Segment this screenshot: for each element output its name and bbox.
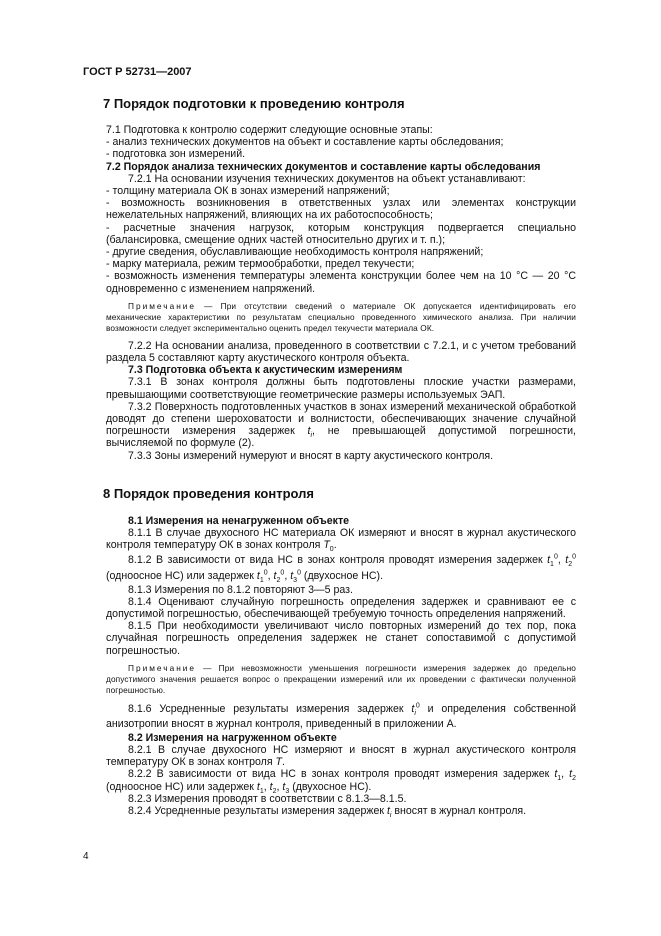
var-t: t — [569, 768, 573, 781]
para-8-2-1: 8.2.1 В случае двухосного НС измеряют и вносят в журнал акустического контроля температуру ОК в зонах контроля T. — [106, 744, 576, 769]
subscript: 2 — [572, 775, 577, 783]
list-item: - другие сведения, обуславливающие необходимость контроля напряжений; — [106, 246, 484, 259]
para-7-3-1: 7.3.1 В зонах контроля должны быть подготовлены плоские участки размерами, превышающими соответствующие геометрические размеры используемых ЭАП. — [106, 376, 576, 401]
para-7-3-3: 7.3.3 Зоны измерений нумеруют и вносят в карту акустического контроля. — [128, 449, 494, 462]
note-text: — При отсутствии сведений о материале ОК допускается идентифицировать его механические характеристики по результатам специально проведенного химического анализа. При наличии возможности следует экспериментально оценить предел текучести материала ОК. — [106, 300, 576, 333]
list-item: - возможность возникновения в ответственных узлах или элементах конструкции нежелательных напряжений, влияющих на их работоспособность; — [106, 197, 576, 222]
subscript: 1 — [259, 576, 264, 584]
text-run: (одноосное НС) или задержек — [106, 569, 257, 582]
var-t: t — [256, 569, 260, 582]
subscript: 2 — [272, 787, 277, 795]
subscript: 0 — [329, 546, 334, 554]
var-t: t — [386, 805, 390, 818]
note-label: Примечание — [128, 662, 197, 673]
text-run: 8.2.2 В зависимости от вида НС в зонах контроля проводят измерения задержек — [128, 768, 555, 781]
superscript: 0 — [297, 569, 301, 577]
para-8-2-4 — [106, 805, 576, 820]
text-run: вносят в журнал контроля. — [391, 805, 527, 818]
subscript: i — [310, 432, 313, 440]
text-run: 8.2.4 Усредненные результаты измерения задержек — [128, 805, 387, 818]
subheading-7-3: 7.3 Подготовка объекта к акустическим измерениям — [128, 364, 403, 377]
text-run: и определения собственной анизотропии вносят в журнал контроля, приведенный в приложении А. — [106, 702, 576, 730]
list-item: - возможность изменения температуры элемента конструкции более чем на 10 °С — 20 °С одновременно с изменением напряжений. — [106, 270, 576, 295]
para-7-1: 7.1 Подготовка к контролю содержит следующие основные этапы: — [106, 124, 433, 136]
var-t: t — [269, 780, 273, 793]
para-7-2-2: 7.2.2 На основании анализа, проведенного в соответствии с 7.2.1, и с учетом требований раздела 5 составляют карту акустического контроля объекта. — [106, 339, 576, 365]
text-run: , не превышающей допустимой погрешности, вычисляемой по формуле (2). — [106, 425, 576, 450]
subheading-7-2: 7.2 Порядок анализа технических документов и составление карты обследования — [106, 160, 541, 173]
var-t: t — [554, 768, 558, 781]
subscript: i — [389, 812, 392, 820]
subscript: 1 — [557, 775, 562, 783]
section-7-body — [106, 124, 576, 462]
text-run: 8.1.1 В случае двухосного НС материала ОК измеряют и вносят в журнал акустического контроля температуру ОК в зонах контроля — [106, 527, 576, 552]
note-text: — При невозможности уменьшения погрешности измерения задержек до предельно допустимого значения решается вопрос о прекращении измерений или их проведении с фактически полученной погрешностью. — [106, 662, 576, 695]
subscript: 1 — [259, 787, 264, 795]
comma: , — [267, 569, 274, 582]
subheading-8-1: 8.1 Измерения на ненагруженном объекте — [128, 515, 350, 527]
var-t: t — [290, 569, 294, 582]
var-t: t — [256, 780, 260, 793]
list-item: - толщину материала ОК в зонах измерений напряжений; — [106, 185, 390, 198]
section-7-title: 7 Порядок подготовки к проведению контроля — [103, 96, 405, 111]
text-run: (одноосное НС) или задержек — [106, 780, 257, 793]
note-2 — [106, 663, 576, 696]
list-item: - анализ технических документов на объект и составление карты обследования; — [106, 136, 504, 149]
var-t: t — [282, 780, 286, 793]
superscript: 0 — [263, 569, 268, 577]
text-run: 8.1.6 Усредненные результаты измерения задержек — [128, 702, 412, 715]
superscript: 0 — [553, 553, 558, 561]
subheading-8-2: 8.2 Измерения на нагруженном объекте — [128, 731, 337, 744]
var-t: t — [307, 425, 311, 438]
comma: , — [557, 553, 566, 566]
var-t: t — [411, 702, 415, 715]
comma: , — [263, 780, 270, 793]
note-1 — [106, 301, 576, 334]
subscript: i — [414, 709, 416, 717]
superscript: 0 — [572, 553, 576, 561]
para-8-1-4: 8.1.4 Оценивают случайную погрешность определения задержек и сравнивают ее с допустимой погрешностью, обеспечивающей требуемую точность определения напряжений. — [106, 595, 576, 621]
subscript: 3 — [293, 576, 298, 584]
text-run: (двухосное НС). — [300, 569, 384, 582]
para-8-2-3: 8.2.3 Измерения проводят в соответствии с 8.1.3—8.1.5. — [128, 792, 407, 805]
text-run: (двухосное НС). — [289, 780, 372, 793]
subscript: 3 — [285, 787, 290, 795]
section-8-body — [106, 515, 577, 820]
subscript: 1 — [550, 560, 554, 568]
var-T: T — [275, 756, 283, 769]
para-8-1-5: 8.1.5 При необходимости увеличивают число повторных измерений до тех пор, пока случайная погрешность определения задержек не станет сопоставимой с допустимой погрешностью. — [106, 620, 576, 657]
superscript: 0 — [280, 569, 285, 577]
list-item: - марку материала, режим термообработки, предел текучести; — [106, 258, 415, 271]
para-8-2-2 — [106, 768, 577, 795]
var-t: t — [565, 553, 569, 566]
section-8-title: 8 Порядок проведения контроля — [103, 486, 314, 501]
para-8-1-1: 8.1.1 В случае двухосного НС материала ОК измеряют и вносят в журнал акустического контроля температуру ОК в зонах контроля $T_0$. — [106, 527, 576, 554]
para-8-1-2 — [106, 552, 576, 584]
para-7-2-1: 7.2.1 На основании изучения технических документов на объект устанавливают: — [128, 172, 526, 185]
list-item: - подготовка зон измерений. — [106, 148, 246, 161]
para-8-1-6 — [106, 702, 576, 732]
comma: , — [276, 780, 283, 793]
note-label: Примечание — [128, 300, 197, 311]
list-item: - расчетные значения нагрузок, которым конструкция подвергается специально (балансировка, смещение одних частей относительно других и т. п.); — [106, 221, 576, 246]
var-t: t — [273, 569, 277, 582]
text-run: 8.2.1 В случае двухосного НС измеряют и вносят в журнал акустического контроля температуру ОК в зонах контроля — [106, 744, 576, 769]
para-8-1-3: 8.1.3 Измерения по 8.1.2 повторяют 3—5 раз. — [128, 583, 353, 596]
comma: , — [284, 569, 291, 582]
subscript: 2 — [276, 576, 281, 584]
text-run: 8.1.2 В зависимости от вида НС в зонах контроля проводят измерения задержек — [128, 553, 548, 566]
page-number: 4 — [83, 851, 89, 862]
superscript: 0 — [415, 702, 420, 710]
para-7-3-2 — [106, 401, 576, 450]
text-run: 7.3.2 Поверхность подготовленных участков в зонах измерений механической обработкой доводят до степени шероховатости и волнистости, обеспечивающих значение случайной погрешности измерения задержек — [106, 400, 576, 438]
subscript: 2 — [568, 560, 573, 568]
var-t: t — [547, 553, 551, 566]
comma: , — [561, 768, 570, 781]
var-T: T — [323, 539, 330, 552]
document-header: ГОСТ Р 52731—2007 — [83, 66, 192, 78]
